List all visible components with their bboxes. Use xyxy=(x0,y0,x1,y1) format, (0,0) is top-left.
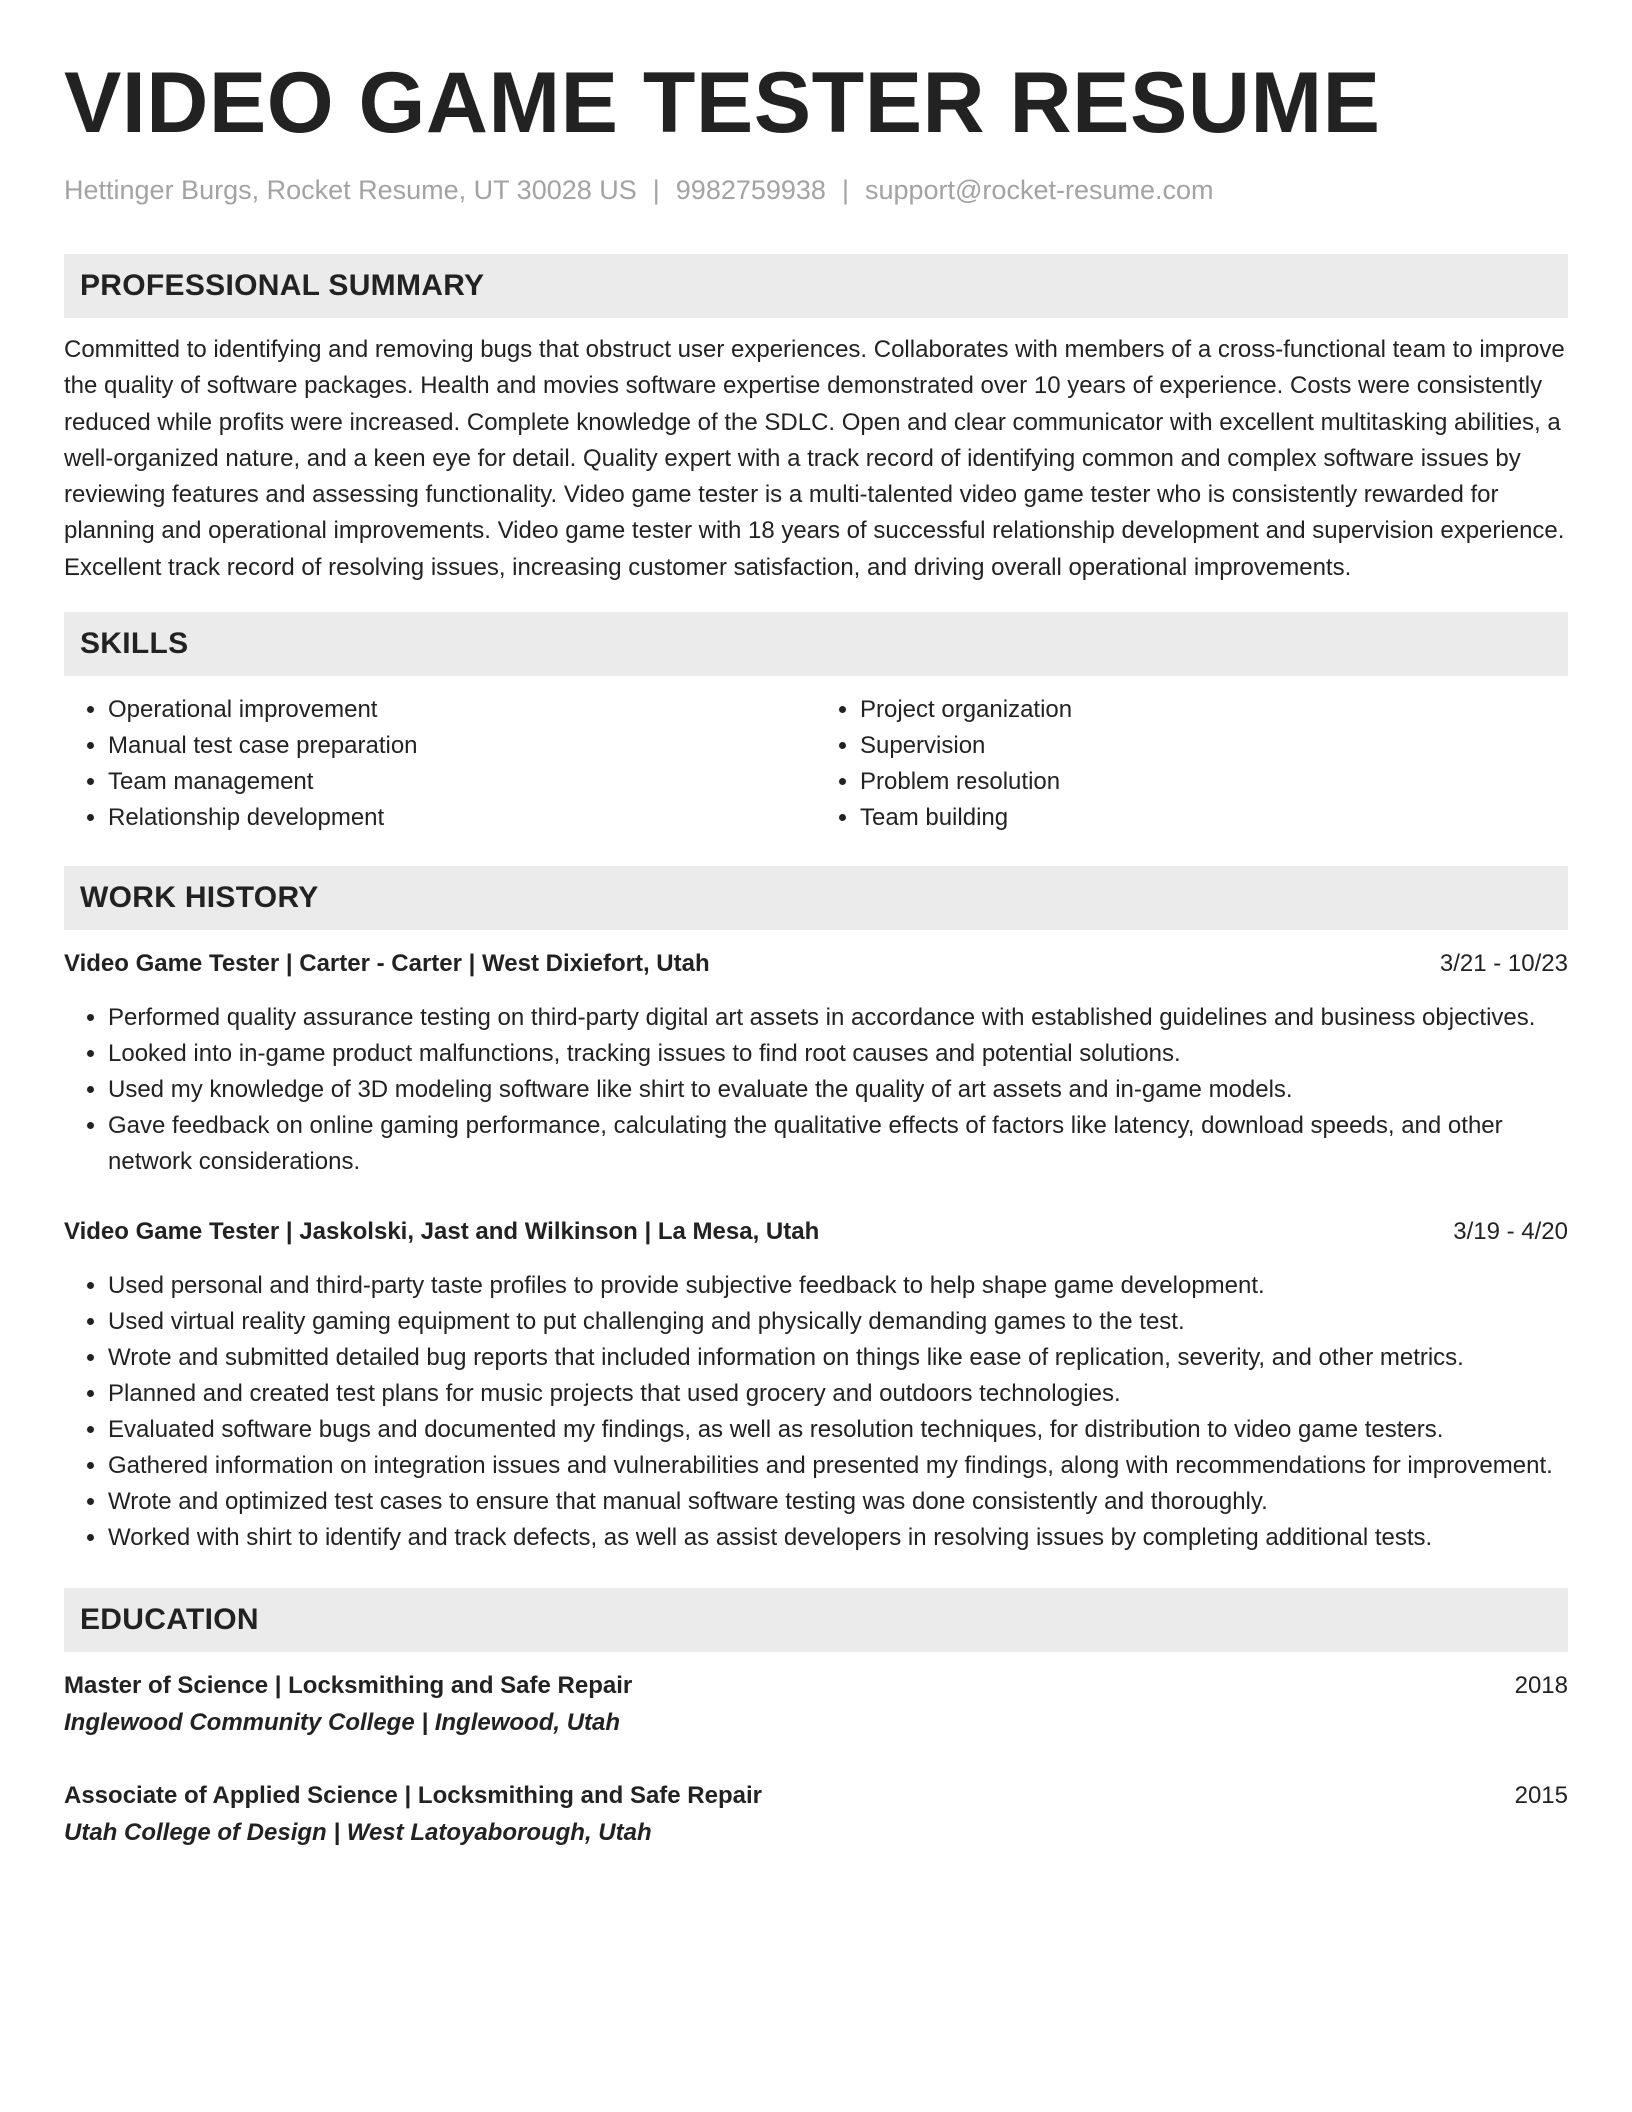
contact-line xyxy=(64,170,1568,210)
job-bullet: • Gathered information on integration issues and vulnerabilities and presented my findings, along with recommendations for improvement. xyxy=(108,1448,1568,1484)
skill-item: • Relationship development xyxy=(108,800,816,836)
education-degree: Associate of Applied Science | Locksmithing and Safe Repair xyxy=(64,1782,763,1810)
resume-title: VIDEO GAME TESTER RESUME xyxy=(64,55,1381,151)
skill-item: • Operational improvement xyxy=(108,692,816,728)
education-entry xyxy=(64,1668,1568,1742)
job-entry xyxy=(64,946,1568,1180)
education-institution: Utah College of Design | West Latoyaborough, Utah xyxy=(64,1819,652,1847)
contact-separator: | xyxy=(652,175,660,205)
skill-item: • Team management xyxy=(108,764,816,800)
job-bullet: • Looked into in-game product malfunctions, tracking issues to find root causes and potential solutions. xyxy=(108,1036,1568,1072)
summary-text: Committed to identifying and removing bugs that obstruct user experiences. Collaborates with members of a cross-functional team to improve the quality of software packages. Health and movies software expertise demonstrated over 10 years of experience. Costs were consistently reduced while profits were increased. Complete knowledge of the SDLC. Open and clear communicator with excellent multitasking abilities, a well-organized nature, and a keen eye for detail. Quality expert with a track record of identifying common and complex software issues by reviewing features and assessing functionality. Video game tester is a multi-talented video game tester who is consistently rewarded for planning and operational improvements. Video game tester with 18 years of successful relationship development and supervision experience. Excellent track record of resolving issues, increasing customer satisfaction, and driving overall operational improvements. xyxy=(64,336,1565,581)
education-year: 2018 xyxy=(1514,1672,1568,1700)
contact-phone: 9982759938 xyxy=(675,175,826,205)
job-header xyxy=(64,946,1568,982)
section-heading-work: WORK HISTORY xyxy=(64,866,1568,930)
section-heading-summary: PROFESSIONAL SUMMARY xyxy=(64,254,1568,318)
education-year: 2015 xyxy=(1514,1782,1568,1810)
skills-list xyxy=(64,692,1568,836)
skill-item: • Project organization xyxy=(860,692,1568,728)
section-heading-skills: SKILLS xyxy=(64,612,1568,676)
education-entry xyxy=(64,1778,1568,1852)
job-bullets xyxy=(64,1268,1568,1556)
job-bullet: • Used my knowledge of 3D modeling software like shirt to evaluate the quality of art assets and in-game models. xyxy=(108,1072,1568,1108)
job-entry xyxy=(64,1214,1568,1556)
education-degree: Master of Science | Locksmithing and Safe Repair xyxy=(64,1672,633,1700)
section-heading-education: EDUCATION xyxy=(64,1588,1568,1652)
job-bullet: • Performed quality assurance testing on third-party digital art assets in accordance with established guidelines and business objectives. xyxy=(108,1000,1568,1036)
job-bullet: • Used personal and third-party taste profiles to provide subjective feedback to help shape game development. xyxy=(108,1268,1568,1304)
contact-separator: | xyxy=(841,175,849,205)
education-header xyxy=(64,1668,1568,1704)
job-bullet: • Used virtual reality gaming equipment to put challenging and physically demanding games to the test. xyxy=(108,1304,1568,1340)
contact-email: support@rocket-resume.com xyxy=(864,175,1214,205)
job-bullet: • Evaluated software bugs and documented my findings, as well as resolution techniques, for distribution to video game testers. xyxy=(108,1412,1568,1448)
contact-address: Hettinger Burgs, Rocket Resume, UT 30028 US xyxy=(64,175,637,205)
job-dates: 3/21 - 10/23 xyxy=(1439,950,1568,978)
job-bullet: • Wrote and submitted detailed bug reports that included information on things like ease of replication, severity, and other metrics. xyxy=(108,1340,1568,1376)
job-bullet: • Planned and created test plans for music projects that used grocery and outdoors technologies. xyxy=(108,1376,1568,1412)
job-bullet: • Gave feedback on online gaming performance, calculating the qualitative effects of factors like latency, download speeds, and other network considerations. xyxy=(108,1108,1568,1180)
job-title: Video Game Tester | Jaskolski, Jast and Wilkinson | La Mesa, Utah xyxy=(64,1218,820,1246)
resume-page xyxy=(64,0,1568,1852)
job-bullet: • Wrote and optimized test cases to ensure that manual software testing was done consistently and thoroughly. xyxy=(108,1484,1568,1520)
job-title: Video Game Tester | Carter - Carter | West Dixiefort, Utah xyxy=(64,950,710,978)
skill-item: • Supervision xyxy=(860,728,1568,764)
job-dates: 3/19 - 4/20 xyxy=(1453,1218,1568,1246)
job-header xyxy=(64,1214,1568,1250)
job-bullets xyxy=(64,1000,1568,1180)
education-institution: Inglewood Community College | Inglewood, Utah xyxy=(64,1709,621,1737)
skills-column-left xyxy=(64,692,816,836)
skills-column-right xyxy=(816,692,1568,836)
skill-item: • Manual test case preparation xyxy=(108,728,816,764)
education-header xyxy=(64,1778,1568,1814)
skill-item: • Team building xyxy=(860,800,1568,836)
skill-item: • Problem resolution xyxy=(860,764,1568,800)
job-bullet: • Worked with shirt to identify and track defects, as well as assist developers in resolving issues by completing additional tests. xyxy=(108,1520,1568,1556)
